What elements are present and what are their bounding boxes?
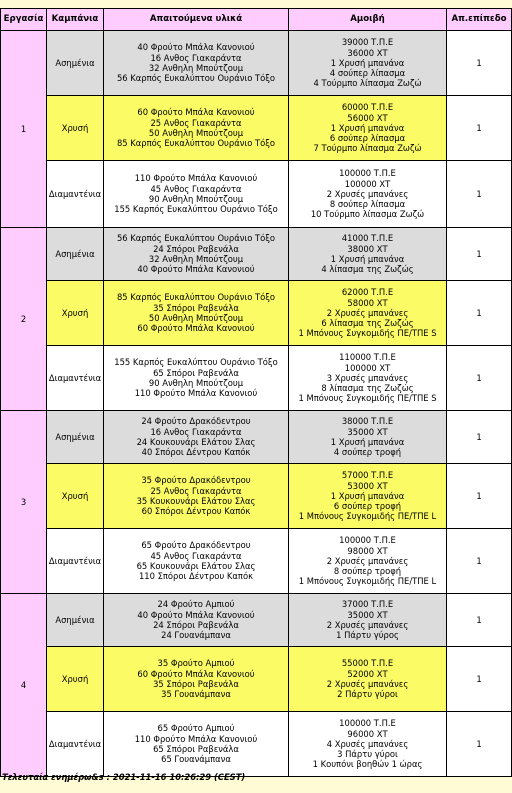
materials-line: 90 Ανθηλη Μπούτζουμ [148, 194, 244, 204]
reward-line: 2 Χρυσές μπανάνες [326, 188, 409, 199]
reward-line: 2 Χρυσές μπανάνες [326, 679, 409, 689]
reward-line: 4 Χρυσές μπανάνες [326, 738, 409, 749]
campaign-cell: Ασημένια [47, 411, 104, 464]
level-cell: 1 [447, 161, 512, 228]
table-row [1, 647, 512, 712]
materials-line: 35 Φρούτο Δρακόδεντρου [141, 475, 251, 486]
materials-line: 35 Γουανάμπανα [161, 689, 231, 700]
reward-line: 52000 ΧΤ [347, 668, 388, 679]
campaign-cell: Ασημένια [47, 228, 104, 281]
materials-cell [104, 411, 289, 464]
materials-line: 110 Φρούτο Μπάλα Κανονιού [134, 173, 258, 184]
table-row [1, 281, 512, 346]
materials-line: 56 Καρπός Ευκαλύπτου Ουράνιο Τόξο [116, 73, 276, 84]
materials-line: 65 Γουανάμπανα [161, 754, 231, 765]
reward-line: 58000 ΧΤ [347, 297, 388, 308]
last-updated: Τελευταία ενημέρω&s : 2021-11-16 10:26:29 (CEST) [2, 772, 246, 782]
quest-number: 1 [1, 31, 47, 228]
materials-line: 85 Καρπός Ευκαλύπτου Ουράνιο Τόξο [116, 138, 276, 149]
materials-line: 24 Φρούτο Αμπιού [157, 599, 235, 610]
materials-line: 85 Καρπός Ευκαλύπτου Ουράνιο Τόξο [116, 292, 276, 303]
materials-line: 60 Σπόροι Δέντρου Καπόκ [141, 506, 251, 517]
reward-line: 6 σούπερ λίπασμα [329, 133, 406, 144]
materials-line: 25 Ανθος Γιακαράντα [150, 117, 242, 128]
reward-line: 8 σούπερ τροφή [333, 566, 402, 577]
level-cell: 1 [447, 346, 512, 411]
reward-cell [289, 529, 447, 594]
materials-line: 110 Φρούτο Μπάλα Κανονιού [134, 388, 258, 399]
materials-line: 16 Ανθος Γιακαράντα [150, 426, 242, 437]
table-row [1, 31, 512, 96]
reward-cell [289, 228, 447, 281]
reward-cell [289, 161, 447, 228]
reward-line: 6 σούπερ τροφή [333, 501, 402, 512]
materials-line: 65 Κουκουνάρι Ελάτου Σλας [136, 561, 256, 571]
reward-line: 4 σούπερ λίπασμα [329, 68, 406, 79]
reward-line: 1 Χρυσή μπανάνα [330, 490, 405, 501]
level-cell: 1 [447, 281, 512, 346]
materials-line: 32 Ανθηλη Μπούτζουμ [148, 254, 244, 264]
materials-line: 35 Κουκουνάρι Ελάτου Σλας [136, 496, 256, 506]
reward-line: 1 Μπόνους Συγκομιδής ΠΕ/ΤΠΕ L [298, 576, 437, 587]
reward-line: 36000 ΧΤ [347, 47, 388, 58]
campaign-cell: Διαμαντένια [47, 712, 104, 777]
materials-cell [104, 594, 289, 647]
reward-line: 35000 ΧΤ [347, 426, 388, 437]
reward-line: 1 Μπόνους Συγκομιδής ΠΕ/ΤΠΕ S [298, 393, 437, 404]
reward-cell [289, 346, 447, 411]
reward-line: 41000 Τ.Π.Ε [341, 233, 394, 244]
materials-cell [104, 529, 289, 594]
materials-line: 35 Σπόροι Ραβενάλα [153, 679, 239, 689]
reward-cell [289, 281, 447, 346]
reward-line: 1 Χρυσή μπανάνα [330, 122, 405, 133]
reward-line: 4 λίπασμα της Ζωζώς [321, 264, 414, 275]
reward-line: 4 Τούρμπο λίπασμα Ζωζώ [313, 78, 422, 89]
materials-line: 110 Φρούτο Μπάλα Κανονιού [134, 733, 258, 744]
reward-line: 6 λίπασμα της Ζωζώς [321, 318, 414, 329]
table-row [1, 228, 512, 281]
reward-line: 57000 Τ.Π.Ε [341, 470, 394, 481]
level-cell: 1 [447, 228, 512, 281]
materials-line: 45 Ανθος Γιακαράντα [150, 550, 242, 561]
reward-cell [289, 594, 447, 647]
materials-cell [104, 647, 289, 712]
reward-line: 60000 Τ.Π.Ε [341, 102, 394, 113]
level-cell: 1 [447, 31, 512, 96]
reward-line: 1 Μπόνους Συγκομιδής ΠΕ/ΤΠΕ S [298, 328, 437, 339]
table-row [1, 712, 512, 777]
header-campaign: Καμπάνια [47, 9, 104, 31]
quests-table [0, 8, 512, 777]
campaign-cell: Χρυσή [47, 647, 104, 712]
reward-line: 3 Πάρτυ γύροι [337, 749, 398, 760]
reward-line: 100000 Τ.Π.Ε [339, 535, 396, 546]
materials-line: 50 Ανθηλη Μπούτζουμ [148, 313, 244, 323]
materials-line: 24 Σπόροι Ραβενάλα [153, 620, 239, 630]
materials-line: 35 Σπόροι Ραβενάλα [153, 302, 239, 313]
reward-line: 8 σούπερ λίπασμα [329, 199, 406, 210]
table-row [1, 529, 512, 594]
reward-cell [289, 712, 447, 777]
materials-line: 65 Σπόροι Ραβενάλα [153, 367, 239, 378]
reward-line: 53000 ΧΤ [347, 480, 388, 491]
level-cell: 1 [447, 647, 512, 712]
header-reward: Αμοιβή [289, 9, 447, 31]
materials-line: 16 Ανθος Γιακαράντα [150, 52, 242, 63]
reward-line: 56000 ΧΤ [347, 112, 388, 123]
reward-cell [289, 464, 447, 529]
level-cell: 1 [447, 529, 512, 594]
reward-line: 62000 Τ.Π.Ε [341, 287, 394, 298]
materials-cell [104, 96, 289, 161]
materials-cell [104, 161, 289, 228]
materials-cell [104, 31, 289, 96]
reward-cell [289, 647, 447, 712]
materials-line: 40 Φρούτο Μπάλα Κανονιού [137, 609, 255, 620]
reward-line: 39000 Τ.Π.Ε [341, 37, 394, 48]
reward-line: 1 Χρυσή μπανάνα [330, 57, 405, 68]
header-row [1, 9, 512, 31]
materials-line: 65 Φρούτο Αμπιού [157, 723, 235, 734]
reward-line: 2 Χρυσές μπανάνες [326, 555, 409, 566]
materials-line: 60 Φρούτο Μπάλα Κανονιού [137, 323, 255, 334]
materials-line: 60 Φρούτο Μπάλα Κανονιού [137, 107, 255, 118]
campaign-cell: Διαμαντένια [47, 161, 104, 228]
campaign-cell: Χρυσή [47, 464, 104, 529]
reward-line: 110000 Τ.Π.Ε [339, 352, 396, 363]
reward-line: 100000 ΧΤ [344, 178, 391, 189]
reward-line: 100000 Τ.Π.Ε [339, 718, 396, 729]
materials-line: 56 Καρπός Ευκαλύπτου Ουράνιο Τόξο [116, 233, 276, 244]
reward-line: 100000 ΧΤ [344, 362, 391, 373]
reward-line: 4 σούπερ τροφή [333, 447, 402, 458]
materials-line: 65 Σπόροι Ραβενάλα [153, 744, 239, 754]
materials-line: 50 Ανθηλη Μπούτζουμ [148, 128, 244, 138]
reward-line: 1 Χρυσή μπανάνα [330, 437, 405, 447]
materials-line: 32 Ανθηλη Μπούτζουμ [148, 63, 244, 73]
reward-line: 3 Χρυσές μπανάνες [326, 372, 409, 383]
table-row [1, 411, 512, 464]
reward-line: 2 Χρυσές μπανάνες [326, 307, 409, 318]
campaign-cell: Ασημένια [47, 31, 104, 96]
campaign-cell: Χρυσή [47, 281, 104, 346]
materials-line: 110 Σπόροι Δέντρου Καπόκ [138, 571, 254, 582]
campaign-cell: Διαμαντένια [47, 529, 104, 594]
materials-line: 40 Σπόροι Δέντρου Καπόκ [141, 447, 251, 458]
table-row [1, 161, 512, 228]
materials-cell [104, 712, 289, 777]
materials-cell [104, 464, 289, 529]
table-row [1, 594, 512, 647]
reward-line: 98000 ΧΤ [347, 545, 388, 556]
materials-line: 60 Φρούτο Μπάλα Κανονιού [137, 668, 255, 679]
reward-line: 38000 ΧΤ [347, 243, 388, 254]
reward-cell [289, 31, 447, 96]
level-cell: 1 [447, 411, 512, 464]
reward-line: 7 Τούρμπο λίπασμα Ζωζώ [313, 143, 422, 154]
materials-line: 24 Σπόροι Ραβενάλα [153, 243, 239, 254]
level-cell: 1 [447, 594, 512, 647]
reward-cell [289, 411, 447, 464]
materials-cell [104, 228, 289, 281]
materials-cell [104, 346, 289, 411]
materials-line: 155 Καρπός Ευκαλύπτου Ουράνιο Τόξο [114, 204, 278, 215]
reward-line: 10 Τούρμπο λίπασμα Ζωζώ [310, 209, 425, 220]
level-cell: 1 [447, 464, 512, 529]
header-materials: Απαιτούμενα υλικά [104, 9, 289, 31]
reward-cell [289, 96, 447, 161]
reward-line: 100000 Τ.Π.Ε [339, 168, 396, 179]
materials-line: 24 Γουανάμπανα [161, 630, 231, 641]
materials-line: 45 Ανθος Γιακαράντα [150, 183, 242, 194]
quest-number: 3 [1, 411, 47, 594]
quest-number: 4 [1, 594, 47, 777]
materials-line: 24 Φρούτο Δρακόδεντρου [141, 416, 251, 427]
materials-line: 155 Καρπός Ευκαλύπτου Ουράνιο Τόξο [114, 357, 278, 368]
table-row [1, 346, 512, 411]
campaign-cell: Ασημένια [47, 594, 104, 647]
reward-line: 2 Πάρτυ γύροι [337, 689, 398, 700]
level-cell: 1 [447, 96, 512, 161]
materials-line: 25 Ανθος Γιακαράντα [150, 485, 242, 496]
reward-line: 38000 Τ.Π.Ε [341, 416, 394, 427]
reward-line: 35000 ΧΤ [347, 609, 388, 620]
materials-line: 40 Φρούτο Μπάλα Κανονιού [137, 42, 255, 53]
header-quest: Εργασία [1, 9, 47, 31]
reward-line: 2 Χρυσές μπανάνες [326, 620, 409, 630]
reward-line: 1 Μπόνους Συγκομιδής ΠΕ/ΤΠΕ L [298, 511, 437, 522]
materials-line: 90 Ανθηλη Μπούτζουμ [148, 378, 244, 388]
level-cell: 1 [447, 712, 512, 777]
reward-line: 37000 Τ.Π.Ε [341, 599, 394, 610]
table-row [1, 96, 512, 161]
quest-number: 2 [1, 228, 47, 411]
reward-line: 96000 ΧΤ [347, 728, 388, 739]
reward-line: 1 Χρυσή μπανάνα [330, 254, 405, 264]
materials-line: 24 Κουκουνάρι Ελάτου Σλας [136, 437, 256, 447]
reward-line: 55000 Τ.Π.Ε [341, 658, 394, 669]
reward-line: 1 Κουπόνι βοηθών 1 ώρας [312, 759, 423, 770]
header-level: Απ.επίπεδο [447, 9, 512, 31]
reward-line: 1 Πάρτυ γύρος [336, 630, 399, 641]
materials-line: 65 Φρούτο Δρακόδεντρου [141, 540, 251, 551]
materials-cell [104, 281, 289, 346]
reward-line: 8 λίπασμα της Ζωζώς [321, 383, 414, 394]
campaign-cell: Διαμαντένια [47, 346, 104, 411]
materials-line: 35 Φρούτο Αμπιού [157, 658, 235, 669]
campaign-cell: Χρυσή [47, 96, 104, 161]
table-row [1, 464, 512, 529]
materials-line: 40 Φρούτο Μπάλα Κανονιού [137, 264, 255, 275]
